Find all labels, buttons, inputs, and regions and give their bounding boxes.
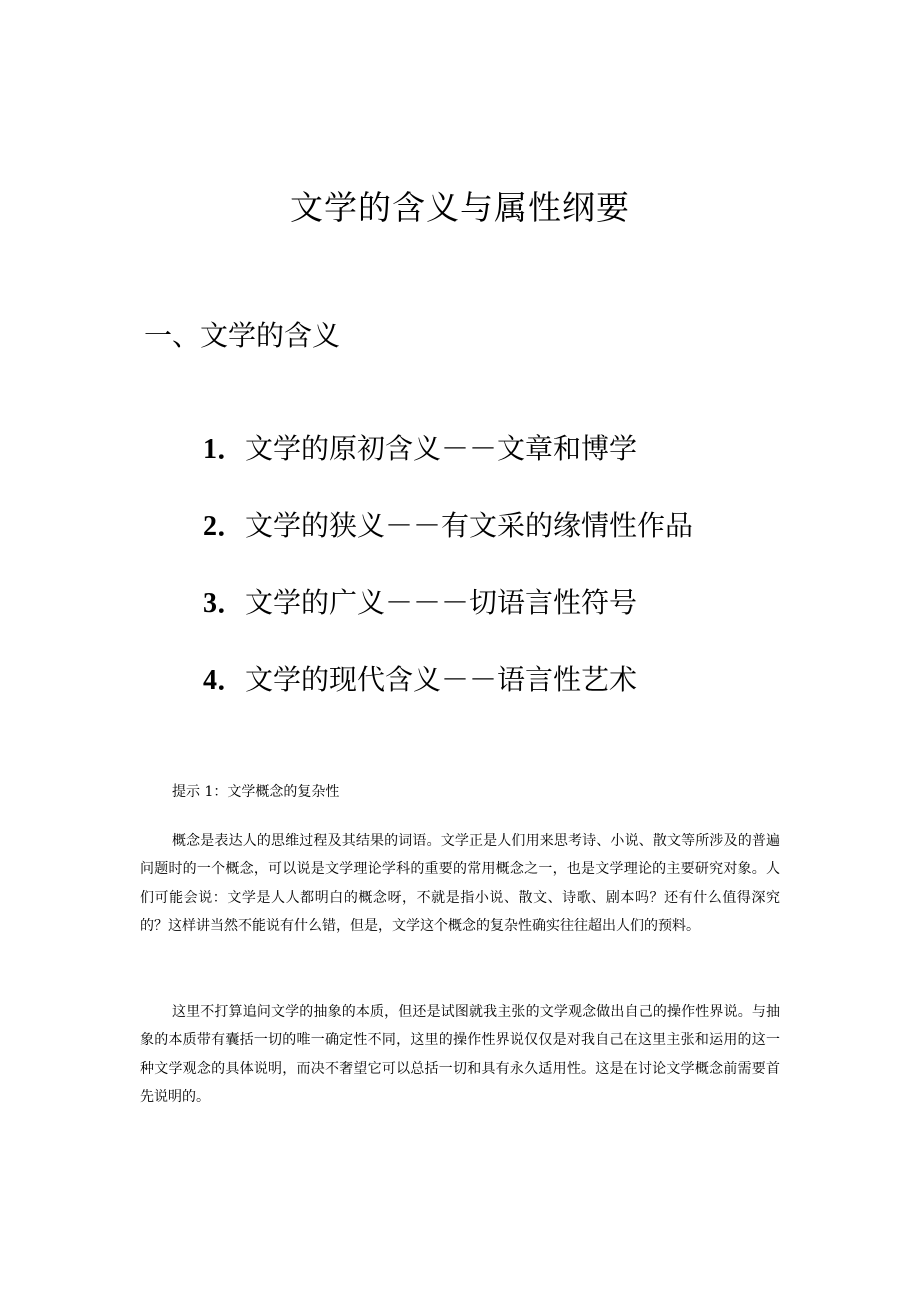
outline-item-number: 1．	[203, 434, 246, 465]
outline-item-number: 4．	[203, 665, 246, 696]
outline-item-4	[203, 656, 693, 733]
outline-item-text: 文学的广义－－－切语言性符号	[245, 586, 638, 619]
outline-item-number: 2．	[203, 511, 246, 542]
outline-item-number: 3．	[203, 588, 246, 619]
outline-item-text: 文学的现代含义－－语言性艺术	[245, 663, 638, 696]
document-title: 文学的含义与属性纲要	[290, 188, 630, 227]
outline-item-2	[203, 502, 693, 579]
body-paragraph-1: 概念是表达人的思维过程及其结果的词语。文学正是人们用来思考诗、小说、散文等所涉及的普遍问题时的一个概念，可以说是文学理论学科的重要的常用概念之一，也是文学理论的主要研究对象。人们可能会说：文学是人人都明白的概念呀，不就是指小说、散文、诗歌、剧本吗？还有什么值得深究的？这样讲当然不能说有什么错，但是，文学这个概念的复杂性确实往往超出人们的预料。	[140, 833, 780, 935]
section-heading: 一、文学的含义	[144, 319, 341, 352]
outline-list	[203, 425, 693, 733]
outline-item-text: 文学的原初含义－－文章和博学	[245, 432, 638, 465]
body-paragraph-2: 这里不打算追问文学的抽象的本质，但还是试图就我主张的文学观念做出自己的操作性界说。与抽象的本质带有囊括一切的唯一确定性不同，这里的操作性界说仅仅是对我自己在这里主张和运用的这一种文学观念的具体说明，而决不奢望它可以总括一切和具有永久适用性。这是在讨论文学概念前需要首先说明的。	[140, 1004, 780, 1106]
outline-item-3	[203, 579, 693, 656]
hint-title: 提示 1：文学概念的复杂性	[172, 784, 340, 800]
outline-item-text: 文学的狭义－－有文采的缘情性作品	[245, 509, 694, 542]
outline-item-1	[203, 425, 693, 502]
